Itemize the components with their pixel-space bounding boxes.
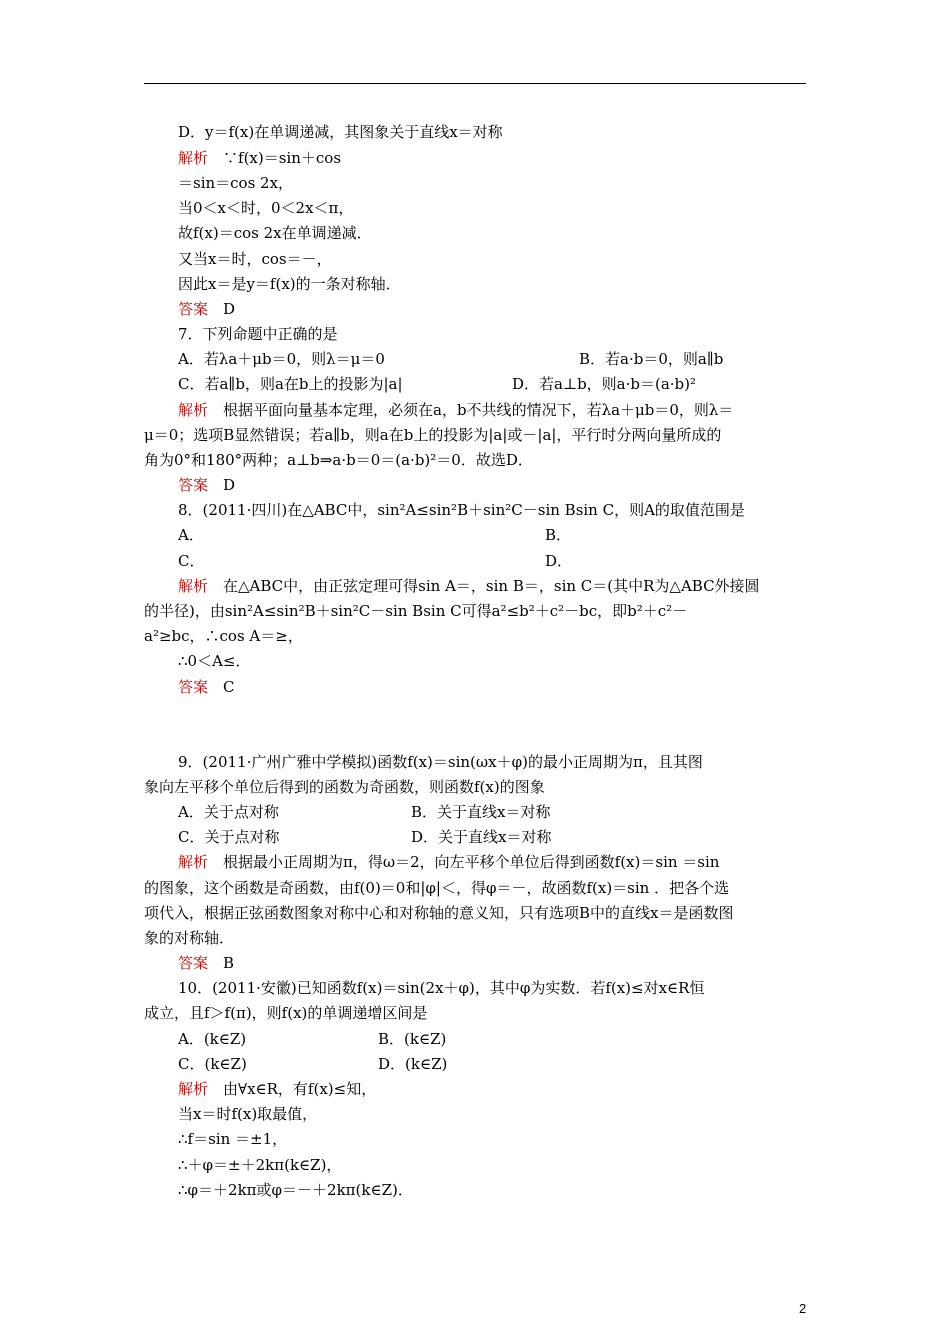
text-run: ∴f＝sin ＝±1， <box>178 1130 288 1148</box>
text-line <box>178 752 703 772</box>
text-run: a²≥bc，∴cos A＝≥， <box>144 627 303 645</box>
answer-label: 答案 <box>178 476 209 494</box>
answer-label: 解析 <box>178 853 209 871</box>
text-line <box>178 827 279 847</box>
text-line <box>144 878 729 898</box>
text-run: D <box>208 476 236 494</box>
text-run: ∴φ＝＋2kπ或φ＝－＋2kπ(k∈Z)． <box>178 1181 413 1199</box>
text-run: D．关于直线x＝对称 <box>411 828 552 846</box>
text-run: μ＝0；选项B显然错误；若a∥b，则a在b上的投影为|a|或－|a|，平行时分两向量所成的 <box>144 426 722 444</box>
text-line <box>178 1104 317 1124</box>
text-run: C．关于点对称 <box>178 828 280 846</box>
text-line <box>178 651 251 671</box>
text-run: 的半径)，由sin²A≤sin²B＋sin²C－sin Bsin C可得a²≤b²＋c²－bc，即b²＋c²－ <box>144 602 688 620</box>
text-run: C．(k∈Z) <box>178 1055 247 1073</box>
text-line <box>411 827 552 847</box>
text-run: 8．(2011·四川)在△ABC中，sin²A≤sin²B＋sin²C－sin Bsin C，则A的取值范围是 <box>178 501 745 519</box>
text-run: D．若a⊥b，则a·b＝(a·b)² <box>512 375 697 393</box>
text-line <box>178 978 704 998</box>
text-run: 10．(2011·安徽)已知函数f(x)＝sin(2x＋φ)，其中φ为实数．若f(x)≤对x∈R恒 <box>178 979 705 997</box>
text-run: B <box>208 954 235 972</box>
text-run: A．关于点对称 <box>178 803 279 821</box>
text-run: 的图象，这个函数是奇函数，由f(0)＝0和|φ|＜，得φ＝－，故函数f(x)＝sin ．把各个选 <box>144 879 730 897</box>
header-rule <box>144 83 806 84</box>
text-line <box>178 953 234 973</box>
answer-label: 解析 <box>178 1080 209 1098</box>
text-run: B．关于直线x＝对称 <box>411 803 551 821</box>
text-line <box>178 148 341 168</box>
text-run: C．若a∥b，则a在b上的投影为|a| <box>178 375 403 393</box>
text-line <box>144 450 533 470</box>
text-run: 故f(x)＝cos 2x在单调递减． <box>178 224 372 242</box>
text-line <box>178 576 760 596</box>
text-line <box>178 500 745 520</box>
text-run: 当x＝时f(x)取最值， <box>178 1105 318 1123</box>
text-run: 因此x＝是y＝f(x)的一条对称轴． <box>178 275 401 293</box>
text-line <box>144 425 721 445</box>
text-line <box>178 475 235 495</box>
text-run: A．(k∈Z) <box>178 1030 247 1048</box>
text-run: B． <box>545 526 572 544</box>
text-line <box>178 223 372 243</box>
text-line <box>378 1029 446 1049</box>
text-run: 根据最小正周期为π，得ω＝2，向左平移个单位后得到函数f(x)＝sin ＝sin <box>208 853 720 871</box>
text-line <box>178 173 293 193</box>
text-line <box>178 400 733 420</box>
text-line <box>545 551 572 571</box>
text-line <box>144 626 303 646</box>
text-run: D． <box>545 552 573 570</box>
text-run: 象向左平移个单位后得到的函数为奇函数，则函数f(x)的图象 <box>144 778 545 796</box>
text-run: D．y＝f(x)在单调递减，其图象关于直线x＝对称 <box>178 123 503 141</box>
text-run: 在△ABC中，由正弦定理可得sin A＝，sin B＝，sin C＝(其中R为△ABC外接圆 <box>208 577 760 595</box>
text-line <box>144 903 734 923</box>
text-run: 9．(2011·广州广雅中学模拟)函数f(x)＝sin(ωx＋φ)的最小正周期为π，且其图 <box>178 753 703 771</box>
text-run: 象的对称轴． <box>144 929 235 947</box>
text-line <box>512 374 696 394</box>
text-line <box>178 1180 413 1200</box>
text-run: C． <box>178 552 205 570</box>
text-line <box>178 198 353 218</box>
text-line <box>545 525 571 545</box>
answer-label: 解析 <box>178 401 209 419</box>
text-run: 由∀x∈R，有f(x)≤知， <box>208 1080 377 1098</box>
text-run: ∴＋φ＝±＋2kπ(k∈Z)， <box>178 1156 342 1174</box>
text-line <box>144 928 234 948</box>
text-line <box>178 525 204 545</box>
text-run: ∴0＜A≤． <box>178 652 251 670</box>
text-run: A． <box>178 526 204 544</box>
text-line <box>178 324 338 344</box>
answer-label: 答案 <box>178 300 209 318</box>
text-line <box>178 677 235 697</box>
answer-label: 答案 <box>178 954 209 972</box>
text-line <box>579 349 723 369</box>
text-run: B．若a·b＝0，则a∥b <box>579 350 724 368</box>
text-line <box>178 802 279 822</box>
page-number: 2 <box>799 1301 807 1316</box>
text-run: ∵f(x)＝sin＋cos <box>208 149 342 167</box>
text-line <box>178 551 204 571</box>
text-line <box>178 1054 247 1074</box>
text-run: 又当x＝时，cos＝－， <box>178 250 332 268</box>
text-line <box>144 601 687 621</box>
text-line <box>378 1054 447 1074</box>
text-line <box>178 1029 246 1049</box>
text-run: 角为0°和180°两种；a⊥b⇒a·b＝0＝(a·b)²＝0．故选D． <box>144 451 533 469</box>
text-line <box>178 374 403 394</box>
text-run: ＝sin＝cos 2x， <box>178 174 294 192</box>
text-line <box>178 299 235 319</box>
text-line <box>178 1129 287 1149</box>
text-line <box>178 852 719 872</box>
text-line <box>178 1079 376 1099</box>
text-run: D <box>208 300 236 318</box>
text-run: 成立，且f＞f(π)，则f(x)的单调递增区间是 <box>144 1004 428 1022</box>
text-line <box>178 249 332 269</box>
text-run: 当0＜x＜时，0＜2x＜π， <box>178 199 354 217</box>
text-run: A．若λa＋μb＝0，则λ＝μ＝0 <box>178 350 385 368</box>
text-run: B．(k∈Z) <box>378 1030 447 1048</box>
text-line <box>144 777 545 797</box>
text-run: C <box>208 678 235 696</box>
answer-label: 解析 <box>178 149 209 167</box>
text-line <box>178 122 503 142</box>
text-line <box>178 274 401 294</box>
text-run: 7．下列命题中正确的是 <box>178 325 338 343</box>
answer-label: 答案 <box>178 678 209 696</box>
text-line <box>178 1155 341 1175</box>
text-run: 项代入，根据正弦函数图象对称中心和对称轴的意义知，只有选项B中的直线x＝是函数图 <box>144 904 734 922</box>
text-line <box>411 802 550 822</box>
answer-label: 解析 <box>178 577 209 595</box>
text-line <box>144 1003 427 1023</box>
text-line <box>178 349 385 369</box>
text-run: 根据平面向量基本定理，必须在a，b不共线的情况下，若λa＋μb＝0，则λ＝ <box>208 401 734 419</box>
text-run: D．(k∈Z) <box>378 1055 448 1073</box>
